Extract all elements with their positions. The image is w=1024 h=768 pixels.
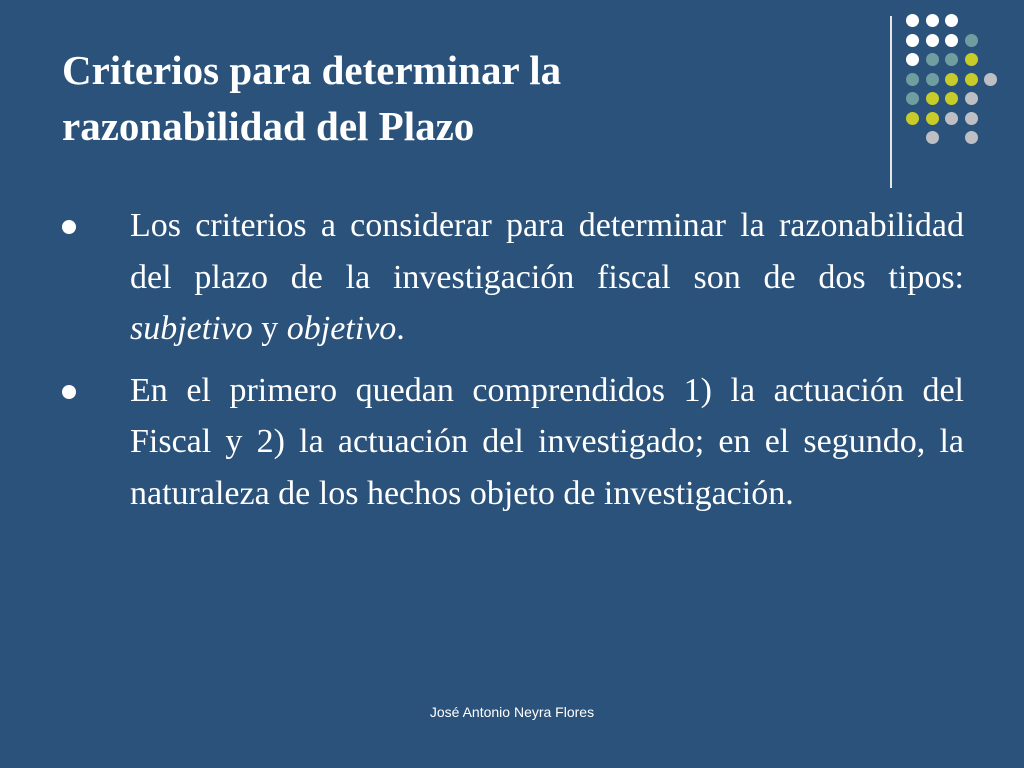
dot-gray	[965, 131, 978, 144]
dot-gray	[984, 73, 997, 86]
bullet-1-italic-objetivo: objetivo	[286, 310, 397, 347]
dot-yellow	[926, 112, 939, 125]
dot-white	[926, 34, 939, 47]
slide-title-line-2: razonabilidad del Plazo	[62, 103, 475, 149]
dot-yellow	[906, 112, 919, 125]
dot-teal	[926, 73, 939, 86]
dot-gray	[965, 92, 978, 105]
bullet-item-2	[62, 365, 964, 520]
dot-white	[906, 34, 919, 47]
bullet-1-text: Los criterios a considerar para determinar la razonabilidad del plazo de la investigación fiscal son de dos tipos:	[130, 207, 964, 296]
dot-teal	[965, 34, 978, 47]
dot-white	[945, 34, 958, 47]
slide-footer-author: José Antonio Neyra Flores	[429, 704, 595, 720]
dot-yellow	[965, 73, 978, 86]
dot-white	[945, 14, 958, 27]
slide-title-line-1: Criterios para determinar la	[62, 47, 562, 93]
slide-title	[62, 42, 842, 154]
dot-white	[906, 53, 919, 66]
dot-white	[906, 14, 919, 27]
bullet-1-italic-subjetivo: subjetivo	[130, 310, 253, 347]
bullet-2-text: En el primero quedan comprendidos 1) la actuación del Fiscal y 2) la actuación del investigado; en el segundo, la naturaleza de los hechos objeto de investigación.	[130, 371, 964, 512]
bullet-dot-icon	[62, 385, 76, 399]
dot-yellow	[945, 92, 958, 105]
bullet-item-1	[62, 200, 964, 355]
vertical-divider	[890, 16, 892, 188]
dot-teal	[906, 73, 919, 86]
dot-gray	[965, 112, 978, 125]
dot-grid-decoration	[906, 14, 1006, 174]
dot-yellow	[965, 53, 978, 66]
bullet-1-text-end: .	[396, 310, 405, 347]
dot-teal	[926, 53, 939, 66]
dot-gray	[945, 112, 958, 125]
dot-white	[926, 14, 939, 27]
dot-teal	[945, 53, 958, 66]
dot-yellow	[945, 73, 958, 86]
bullet-1-text-middle: y	[252, 310, 287, 347]
dot-teal	[906, 92, 919, 105]
bullet-dot-icon	[62, 220, 76, 234]
bullet-list	[62, 200, 964, 529]
dot-yellow	[926, 92, 939, 105]
dot-gray	[926, 131, 939, 144]
